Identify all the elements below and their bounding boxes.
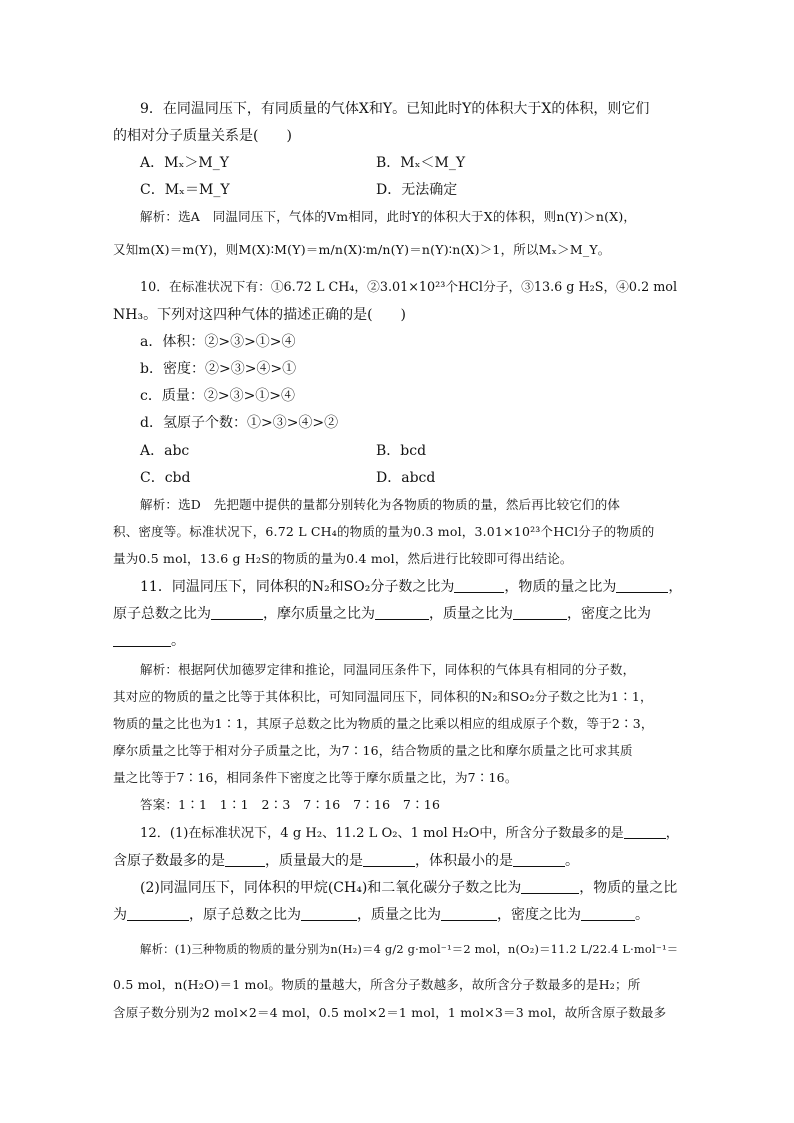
q10-item-a: a．体积：②>③>①>④ [140, 334, 296, 350]
answer-blank [127, 906, 189, 921]
q11-analysis-line-3: 物质的量之比也为1∶1，其原子总数之比为物质的量之比乘以相应的组成原子个数，等于2∶3， [113, 716, 654, 731]
q10-item-c: c．质量：②>③>①>④ [140, 388, 296, 404]
q12-text-2: ， [665, 826, 679, 841]
q9-analysis-line-1: 解析：选A 同温同压下，气体的Vm相同，此时Y的体积大于X的体积，则n(Y)＞n(X)， [140, 209, 637, 224]
q12-text-4: ，质量最大的是 [265, 853, 363, 869]
answer-blank [513, 852, 565, 867]
q11-text-4: 原子总数之比为 [113, 606, 211, 622]
q9-option-b: B．Mₓ＜M_Y [376, 155, 466, 171]
q12-text-7: (2)同温同压下，同体积的甲烷(CH₄)和二氧化碳分子数之比为 [140, 880, 522, 896]
answer-blank [211, 605, 263, 620]
answer-blank [521, 879, 579, 894]
q12-text-11: ，质量之比为 [357, 907, 441, 923]
q11-analysis-line-5: 量之比等于7∶16，相同条件下密度之比等于摩尔质量之比，为7∶16。 [113, 770, 518, 785]
q12-text-10: ，原子总数之比为 [189, 907, 301, 923]
q12-line-4 [113, 905, 688, 925]
q12-text-1: 12．(1)在标准状况下，4 g H₂、11.2 L O₂、1 mol H₂O中，所含分子数最多的是 [140, 826, 624, 841]
q11-line-3 [113, 631, 688, 651]
q10-analysis-line-3: 量为0.5 mol，13.6 g H₂S的物质的量为0.4 mol，然后进行比较即可得出结论。 [113, 551, 573, 566]
answer-blank [225, 852, 265, 867]
q11-line-2 [113, 604, 688, 624]
q10-option-a: A．abc [140, 443, 190, 459]
q12-text-5: ，体积最小的是 [415, 853, 513, 869]
q10-analysis-line-2: 积、密度等。标准状况下，6.72 L CH₄的物质的量为0.3 mol，3.01×10²³个HCl分子的物质的 [113, 524, 655, 539]
q12-analysis-line-3: 含原子数分别为2 mol×2＝4 mol，0.5 mol×2＝1 mol，1 mol×3＝3 mol，故所含原子数最多 [113, 1005, 667, 1020]
answer-blank [624, 824, 666, 839]
q11-line-1 [140, 577, 688, 597]
answer-blank [616, 578, 668, 593]
q11-answer: 答案：1∶1 1∶1 2∶3 7∶16 7∶16 7∶16 [140, 797, 441, 812]
q9-option-d: D．无法确定 [376, 182, 458, 198]
q10-item-b: b．密度：②>③>④>① [140, 361, 297, 377]
q10-option-b: B．bcd [376, 443, 427, 459]
q11-text-2: ，物质的量之比为 [504, 579, 617, 595]
q12-text-12: ，密度之比为 [497, 907, 581, 923]
q9-option-a: A．Mₓ＞M_Y [140, 155, 229, 171]
q12-text-6: 。 [565, 853, 579, 869]
q10-line-1: 10．在标准状况下有：①6.72 L CH₄，②3.01×10²³个HCl分子，③13.6 g H₂S，④0.2 mol [140, 280, 678, 295]
q12-text-8: ，物质的量之比 [579, 880, 678, 896]
answer-blank [375, 605, 429, 620]
answer-blank [454, 578, 504, 593]
q11-text-8: 。 [171, 633, 185, 649]
answer-blank [363, 852, 415, 867]
q10-option-d: D．abcd [376, 470, 436, 486]
q12-analysis-line-2: 0.5 mol，n(H₂O)＝1 mol。物质的量越大，所含分子数越多，故所含分子数最多的是H₂；所 [113, 977, 641, 992]
q10-item-d: d．氢原子个数：①>③>④>② [140, 415, 339, 431]
q12-line-1 [140, 824, 688, 844]
q11-text-6: ，质量之比为 [429, 606, 513, 622]
q12-line-2 [113, 851, 688, 871]
q12-line-3 [140, 878, 688, 898]
q9-option-c: C．Mₓ＝M_Y [140, 182, 230, 198]
q12-text-9: 为 [113, 907, 127, 923]
q12-analysis-line-1: 解析：(1)三种物质的物质的量分别为n(H₂)＝4 g/2 g·mol⁻¹＝2 mol，n(O₂)＝11.2 L/22.4 L·mol⁻¹＝ [140, 942, 679, 956]
q9-analysis-line-2: 又知m(X)＝m(Y)，则M(X)∶M(Y)＝m/n(X)∶m/n(Y)＝n(Y)∶n(X)＞1，所以Mₓ＞M_Y。 [113, 242, 611, 257]
q11-text-1: 11．同温同压下，同体积的N₂和SO₂分子数之比为 [140, 579, 455, 595]
q10-option-c: C．cbd [140, 470, 191, 486]
q11-analysis-line-2: 其对应的物质的量之比等于其体积比，可知同温同压下，同体积的N₂和SO₂分子数之比为1∶1， [113, 689, 653, 704]
q11-analysis-line-4: 摩尔质量之比等于相对分子质量之比，为7∶16，结合物质的量之比和摩尔质量之比可求其质 [113, 743, 633, 758]
answer-blank [441, 906, 497, 921]
answer-blank [513, 605, 567, 620]
q11-text-5: ，摩尔质量之比为 [263, 606, 375, 622]
q12-text-3: 含原子数最多的是 [113, 853, 225, 869]
answer-blank [581, 906, 635, 921]
answer-blank [301, 906, 357, 921]
q10-line-2: NH₃。下列对这四种气体的描述正确的是( ) [113, 307, 406, 323]
q9-line-1: 9．在同温同压下，有同质量的气体X和Y。已知此时Y的体积大于X的体积，则它们 [140, 101, 650, 117]
q11-text-3: ， [668, 579, 683, 595]
q12-text-13: 。 [635, 907, 649, 923]
q11-analysis-line-1: 解析：根据阿伏加德罗定律和推论，同温同压条件下，同体积的气体具有相同的分子数， [140, 662, 636, 677]
q11-text-7: ，密度之比为 [567, 606, 651, 622]
q10-analysis-line-1: 解析：选D 先把题中提供的量都分别转化为各物质的物质的量，然后再比较它们的体 [140, 497, 621, 512]
q9-line-2: 的相对分子质量关系是( ) [113, 128, 292, 144]
answer-blank [113, 632, 171, 647]
